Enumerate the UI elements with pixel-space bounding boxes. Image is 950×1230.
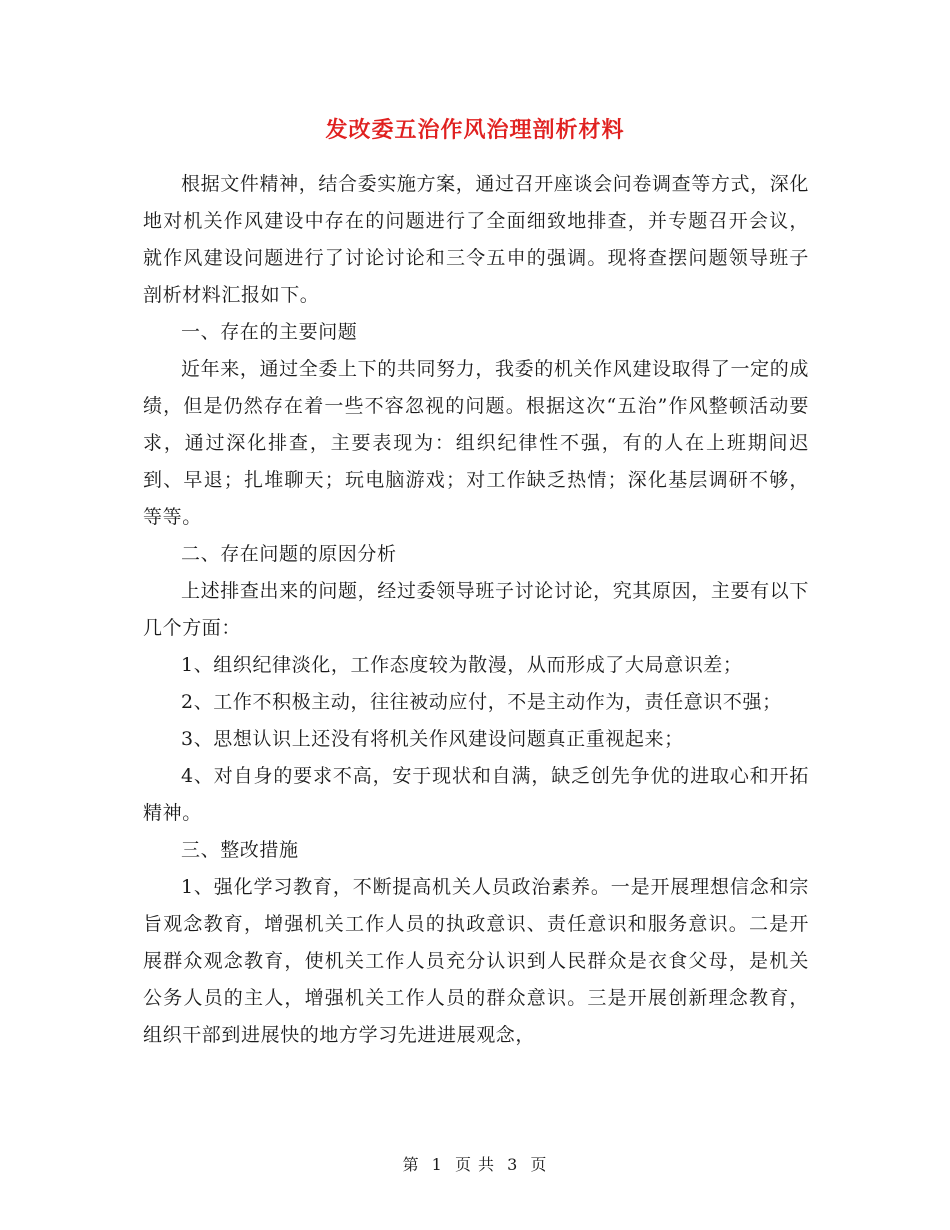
section-2-intro-paragraph: 上述排查出来的问题，经过委领导班子讨论讨论，究其原因，主要有以下几个方面：: [143, 580, 809, 639]
document-title: 发改委五治作风治理剖析材料: [325, 117, 625, 143]
footer-current-page: 1: [431, 1155, 443, 1174]
section-heading-1: 一、存在的主要问题: [181, 321, 358, 343]
cause-item-2: 2、工作不积极主动，往往被动应付，不是主动作为，责任意识不强；: [181, 691, 782, 713]
cause-item-1: 1、组织纪律淡化，工作态度较为散漫，从而形成了大局意识差；: [181, 654, 743, 676]
section-1-paragraph: 近年来，通过全委上下的共同努力，我委的机关作风建设取得了一定的成绩，但是仍然存在着一些不容忽视的问题。根据这次“五治”作风整顿活动要求，通过深化排查，主要表现为：组织纪律性不强，有的人在上班期间迟到、早退；扎堆聊天；玩电脑游戏；对工作缺乏热情；深化基层调研不够，等等。: [143, 358, 809, 528]
section-heading-3: 三、整改措施: [181, 839, 299, 861]
measure-item-1: 1、强化学习教育，不断提高机关人员政治素养。一是开展理想信念和宗旨观念教育，增强机关工作人员的执政意识、责任意识和服务意识。二是开展群众观念教育，使机关工作人员充分认识到人民群众是衣食父母，是机关公务人员的主人，增强机关工作人员的群众意识。三是开展创新理念教育，组织干部到进展快的地方学习先进进展观念，: [143, 876, 809, 1046]
footer-total-pages: 3: [507, 1155, 519, 1174]
footer-suffix: 页: [530, 1155, 548, 1174]
document-body: [143, 166, 809, 1054]
section-heading-2: 二、存在问题的原因分析: [181, 543, 397, 565]
footer-prefix: 第: [402, 1155, 420, 1174]
page-footer: [0, 1153, 950, 1177]
intro-paragraph: 根据文件精神，结合委实施方案，通过召开座谈会问卷调查等方式，深化地对机关作风建设中存在的问题进行了全面细致地排查，并专题召开会议，就作风建设问题进行了讨论讨论和三令五申的强调。现将查摆问题领导班子剖析材料汇报如下。: [143, 173, 809, 306]
footer-middle: 页 共: [454, 1155, 496, 1174]
cause-item-3: 3、思想认识上还没有将机关作风建设问题真正重视起来；: [181, 728, 684, 750]
cause-item-4: 4、对自身的要求不高，安于现状和自满，缺乏创先争优的进取心和开拓精神。: [143, 765, 809, 824]
